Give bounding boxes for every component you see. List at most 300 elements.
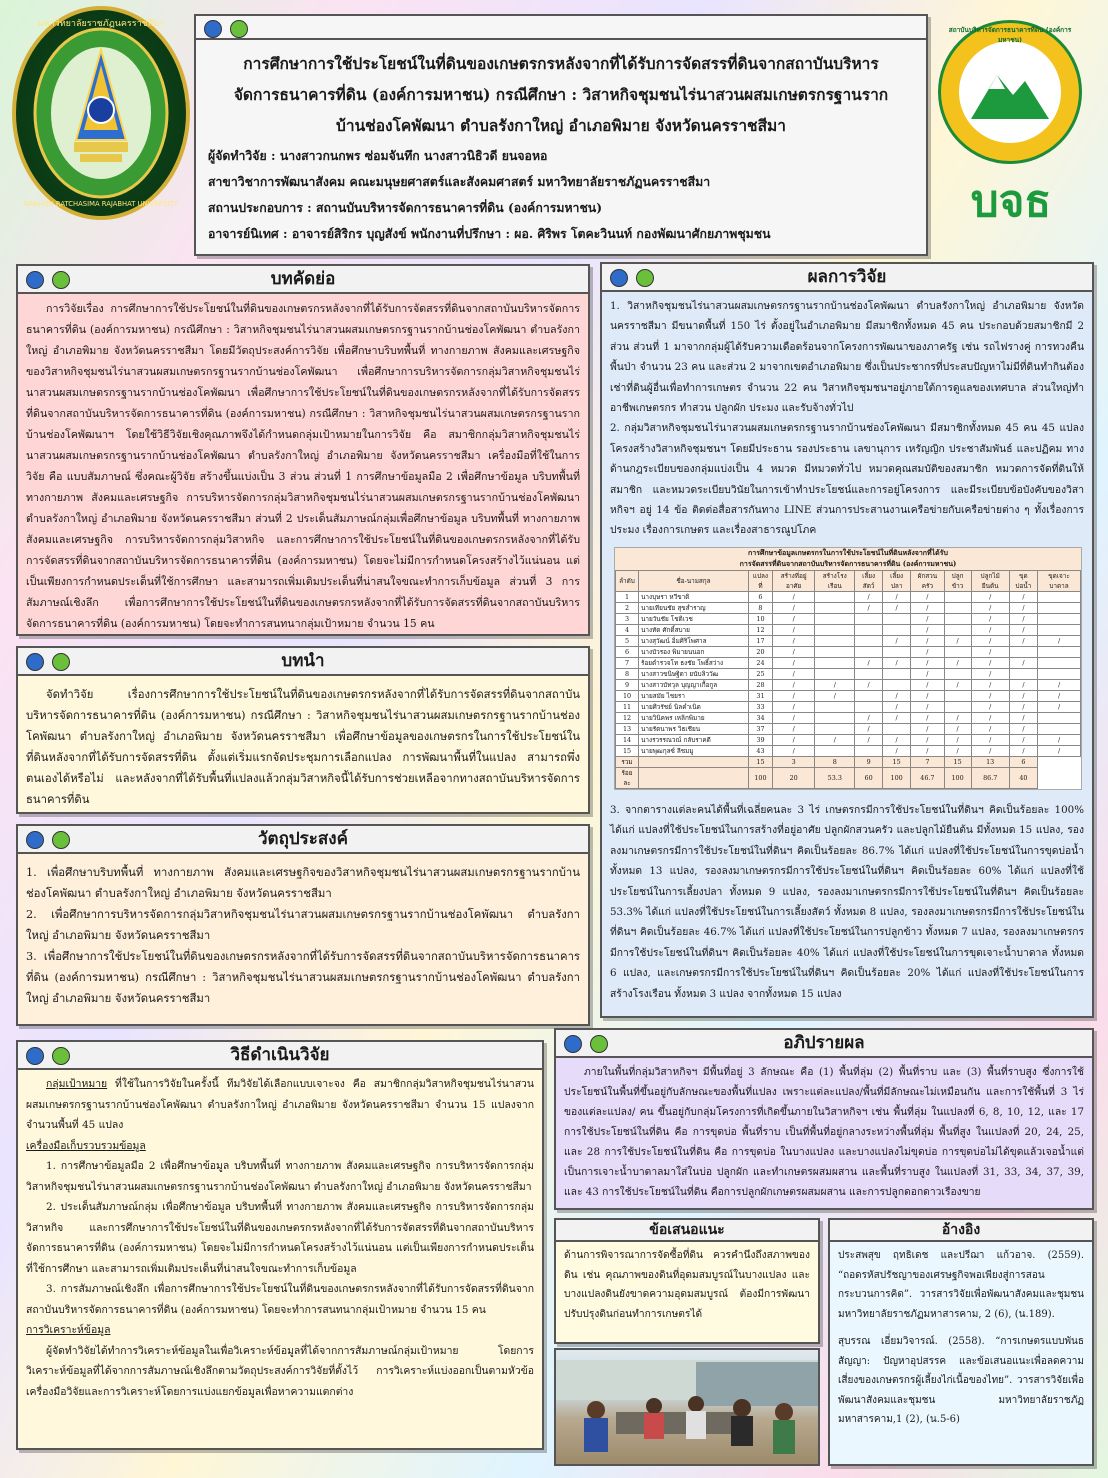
table-cell: 43 [749,745,773,756]
table-cell: / [815,734,855,745]
table-cell [944,624,971,635]
table-cell: / [1009,679,1037,690]
table-cell: / [815,690,855,701]
table-cell: / [772,657,815,668]
target-body: ที่ใช้ในการวิจัยในครั้งนี้ ทีมวิจัยได้เลือกแบบเจาะจง คือ สมาชิกกลุ่มวิสาหกิจชุมชนไร่นาสวนผสมเกษตรกรฐานรากบ้านช่องโคพัฒนา ตำบลรังกาใหญ่ อำเภอพิมาย จังหวัดนครราชสีมา จำนวน 15 แปลงจาก จำนวนพื้นที่ 45 แปลง [26,1078,534,1131]
objectives-list [18,854,588,1013]
table-cell [855,646,883,657]
table-cell: 20 [772,767,815,788]
info-department: สาขาวิชาการพัฒนาสังคม คณะมนุษยศาสตร์และสังคมศาสตร์ มหาวิทยาลัยราชภัฏนครราชสีมา [208,174,711,189]
objectives-header [18,826,588,854]
table-cell: 100 [944,767,971,788]
suggestion-section [554,1218,820,1344]
table-cell: / [1009,690,1037,701]
objective-item: 1. เพื่อศึกษาบริบทพื้นที่ ทางกายภาพ สังคมและเศรษฐกิจของวิสาหกิจชุมชนไร่นาสวนผสมเกษตรกรฐานรากบ้านช่องโคพัฒนา ตำบลรังกาใหญ่ อำเภอพิมาย จังหวัดนครราชสีมา [26,866,580,900]
table-cell [1038,624,1081,635]
table-cell [639,756,749,767]
table-row [616,635,1081,646]
table-cell: / [883,745,911,756]
logo-left-top-text: มหาวิทยาลัยราชภัฏนครราชสีมา [37,19,165,29]
table-cell: 5 [616,635,639,646]
table-cell [1038,613,1081,624]
title-line-3: บ้านช่องโคพัฒนา ตำบลรังกาใหญ่ อำเภอพิมาย จังหวัดนครราชสีมา [336,116,786,135]
table-cell [1038,657,1081,668]
table-cell: / [772,745,815,756]
table-cell: / [883,690,911,701]
table-cell [1038,668,1081,679]
field-photo [554,1348,820,1466]
table-cell: / [911,624,945,635]
table-cell: / [971,679,1009,690]
table-cell: นางทัด ศักดิ์สบาย [639,624,749,635]
table-row [616,646,1081,657]
table-cell: นายวันชัย โชติเวช [639,613,749,624]
table-header-cell: ชื่อ-นามสกุล [639,570,749,591]
reference-item: ประสพสุข ฤทธิเดช และปรีฌา แก้วอาจ. (2559). “ถอดรหัสปรัชญาของเศรษฐกิจพอเพียงสู่การสอนกระบวนการคิด”. วารสารวิจัยเพื่อพัฒนาสังคมและชุมชน มหาวิทยาลัยราชภัฏมหาสารคาม, 2 (6), (น.189). [838,1250,1084,1320]
suggestion-body: ด้านการพิจารณาการจัดซื้อที่ดิน ควรคำนึงถึงสภาพของดิน เช่น คุณภาพของดินที่อุดมสมบูรณ์ในบางแปลง และบางแปลงดินยังขาดความอุดมสมบูรณ์ ต้องมีการพัฒนาปรับปรุงดินก่อนทำการเกษตรได้ [564,1250,810,1320]
table-cell: / [944,635,971,646]
table-cell: / [772,602,815,613]
table-cell: 24 [749,657,773,668]
table-cell: / [855,734,883,745]
table-cell: รวม [616,756,639,767]
table-cell [855,613,883,624]
dot-green-icon [52,831,70,849]
table-cell: / [911,712,945,723]
table-cell [815,624,855,635]
table-cell [855,624,883,635]
dot-blue-icon [26,271,44,289]
table-cell [944,591,971,602]
table-cell: นายสมัย ไชยรา [639,690,749,701]
table-cell: / [971,690,1009,701]
table-cell: 17 [749,635,773,646]
table-cell: 6 [749,591,773,602]
title-line-1: การศึกษาการใช้ประโยชน์ในที่ดินของเกษตรกรหลังจากที่ได้รับการจัดสรรที่ดินจากสถาบันบริหาร [243,54,879,73]
table-row [616,745,1081,756]
table-cell [1038,712,1081,723]
table-header-cell: แปลงที่ [749,570,773,591]
table-row [616,679,1081,690]
table-cell [944,668,971,679]
table-cell [944,701,971,712]
table-cell: / [971,712,1009,723]
table-header-cell: เลี้ยงปลา [883,570,911,591]
table-row [616,734,1081,745]
table-cell: / [971,723,1009,734]
analysis-heading: การวิเคราะห์ข้อมูล [26,1324,111,1336]
table-cell [855,668,883,679]
dot-blue-icon [564,1035,582,1053]
table-cell: นางบัวรอง พิมายนนอก [639,646,749,657]
table-cell: 3 [616,613,639,624]
table-row [616,668,1081,679]
abstract-body: การวิจัยเรื่อง การศึกษาการใช้ประโยชน์ในที่ดินของเกษตรกรหลังจากที่ได้รับการจัดสรรที่ดินจากสถาบันบริหารจัดการธนาคารที่ดิน (องค์การมหาชน) กรณีศึกษา : วิสาหกิจชุมชนไร่นาสวนผสมเกษตรกรฐานรากบ้านช่องโคพัฒนา ตำบลรังกาใหญ่ อำเภอพิมาย จังหวัดนครราชสีมา โดยมีวัตถุประสงค์การวิจัย เพื่อศึกษาบริบทพื้นที่ ทางกายภาพ สังคมและเศรษฐกิจของวิสาหกิจชุมชนไร่นาสวนผสมเกษตรกรฐานรากบ้านช่องโคพัฒนา เพื่อศึกษาการบริหารจัดการกลุ่มวิสาหกิจชุมชนไร่นาสวนผสมเกษตรกรฐานรากบ้านช่องโคพัฒนา เพื่อศึกษาการใช้ประโยชน์ในที่ดินของเกษตรกรหลังจากที่ได้รับการจัดสรรที่ดินจากสถาบันบริหารจัดการธนาคารที่ดิน (องค์การมหาชน) กรณีศึกษา : วิสาหกิจชุมชนไร่นาสวนผสมเกษตรกรฐานรากบ้านช่องโคพัฒนาฯ โดยใช้วิธีวิจัยเชิงคุณภาพจึงได้กำหนดกลุ่มเป้าหมายในการวิจัย คือ สมาชิกกลุ่มวิสาหกิจชุมชนไร่นาสวนผสมเกษตรกรฐานรากบ้านช่องโคพัฒนา ตำบลรังกาใหญ่ อำเภอพิมาย จังหวัดนครราชสีมา เครื่องมือที่ใช้ในการวิจัย คือ แบบสัมภาษณ์ ซึ่งคณะผู้วิจัย สร้างขึ้นแบ่งเป็น 3 ส่วน ส่วนที่ 1 การศึกษาข้อมูลมือ 2 เพื่อศึกษาข้อมูล บริบทพื้นที่ ทางกายภาพ สังคมและเศรษฐกิจ การบริหารจัดการกลุ่มวิสาหกิจชุมชนไร่นาสวนผสมเกษตรกรฐานรากบ้านช่องโคพัฒนา ตำบลรังกาใหญ่ อำเภอพิมาย จังหวัดนครราชสีมา ส่วนที่ 2 ประเด็นสัมภาษณ์กลุ่มเพื่อศึกษาข้อมูล บริบทพื้นที่ ทางกายภาพ สังคมและเศรษฐกิจ การบริหารจัดการกลุ่มวิสาหกิจ และการศึกษาการใช้ประโยชน์ในที่ดินของเกษตรกรหลังจากที่ได้รับการจัดสรรที่ดินจากสถาบันบริหารจัดการธนาคารที่ดิน (องค์การมหาชน) โดยจะไม่มีการกำหนดโครงสร้างไว้แน่นอน แต่เป็นเพียงการกำหนดประเด็นที่ใช้การศึกษา และสามารถเพิ่มเติมประเด็นที่น่าสนใจขณะทำการเก็บข้อมูล ส่วนที่ 3 การสัมภาษณ์เชิงลึก เพื่อการศึกษาการใช้ประโยชน์ในที่ดินของเกษตรกรหลังจากที่ได้รับการจัดสรรที่ดินจากสถาบันบริหารจัดการธนาคารที่ดิน (องค์การมหาชน) โดยจะทำการสนทนากลุ่มเป้าหมาย จำนวน 15 คน [26,302,580,630]
logo-left-bottom-text: NAKHON RATCHASIMA RAJABHAT UNIVERSITY [24,200,178,208]
table-cell: / [1009,613,1037,624]
table-cell: / [971,668,1009,679]
objective-item: 3. เพื่อศึกษาการใช้ประโยชน์ในที่ดินของเกษตรกรหลังจากที่ได้รับการจัดสรรที่ดินจากสถาบันบริหารจัดการธนาคารที่ดิน (องค์การมหาชน) กรณีศึกษา : วิสาหกิจชุมชนไร่นาสวนผสมเกษตรกรฐานรากบ้านช่องโคพัฒนา ตำบลรังกาใหญ่ อำเภอพิมาย จังหวัดนครราชสีมา [26,950,580,1005]
table-cell: 53.3 [815,767,855,788]
table-cell: / [971,635,1009,646]
table-cell: / [971,613,1009,624]
table-cell: / [911,679,945,690]
land-use-table [614,547,1082,790]
dot-blue-icon [26,653,44,671]
dot-green-icon [52,653,70,671]
table-cell: นายพุฒกุลซ์ ลีชมมู [639,745,749,756]
table-cell: นางบุษรา หวีขาติ [639,591,749,602]
table-cell [815,723,855,734]
table-header-cell: สร้างที่อยู่อาศัย [772,570,815,591]
table-cell [815,646,855,657]
table-header-cell: ปลูกไม้ยืนต้น [971,570,1009,591]
intro-title: บทนำ [281,651,325,671]
table-cell: / [1009,701,1037,712]
table-cell: / [1038,734,1081,745]
page-title [196,48,926,141]
table-cell: / [772,613,815,624]
table-cell: 31 [749,690,773,701]
table-cell: 100 [883,767,911,788]
table-cell: นางสาวขนิษฐิดา ยนับลิววัฒ [639,668,749,679]
methods-title: วิธีดำเนินวิจัย [230,1045,330,1065]
table-header-row [616,570,1081,591]
table-cell: / [883,734,911,745]
table-cell: / [1038,701,1081,712]
table-cell: 12 [749,624,773,635]
table-cell [1038,602,1081,613]
table-header-cell: เลี้ยงสัตว์ [855,570,883,591]
table-cell: / [883,591,911,602]
dot-green-icon [636,269,654,287]
table-cell: / [944,657,971,668]
table-cell [883,613,911,624]
table-cell: / [1009,712,1037,723]
info-authors: ผู้จัดทำวิจัย : นางสาวกนกพร ซ่อมจันทึก นางสาวนิธิวดี ยนจอหอ [208,148,548,163]
table-cell: / [772,734,815,745]
author-info [196,143,926,247]
table-cell: / [772,701,815,712]
table-cell: / [883,602,911,613]
table-cell: / [1038,745,1081,756]
table-cell: นายวินิคพร เหลิกพิมาย [639,712,749,723]
table-cell: / [911,734,945,745]
table-cell: / [911,613,945,624]
objectives-title: วัตถุประสงค์ [258,829,348,849]
abstract-title: บทคัดย่อ [270,269,336,289]
table-cell [855,701,883,712]
table-cell: / [971,591,1009,602]
table-cell: 3 [772,756,815,767]
table-cell: 37 [749,723,773,734]
table-cell: 4 [616,624,639,635]
table-cell [944,613,971,624]
discussion-body: ภายในพื้นที่กลุ่มวิสาหกิจฯ มีพื้นที่อยู่ 3 ลักษณะ คือ (1) พื้นที่ลุ่ม (2) พื้นที่ราบ และ (3) พื้นที่ราบสูง ซึ่งการใช้ประโยชน์ในพื้นที่ขึ้นอยู่กับลักษณะของพื้นที่แปลง เพราะแต่ละแปลง/พื้นที่มีลักษณะไม่เหมือนกัน และการใช้พื้นที่ 3 ไร่ ของแต่ละแปลง/ คน ขึ้นอยู่กับกลุ่มโครงการที่เกิดขึ้นภายในวิสาหกิจฯ เช่น พื้นที่ลุ่ม ในแปลงที่ 6, 8, 10, 12, และ 17 การใช้ประโยชน์ในที่ดิน คือ การขุดบ่อ พื้นที่ราบ เป็นที่พื้นที่อยู่กลางระหว่างพื้นที่ลุ่ม พื้นที่สูง ในแปลงที่ 20, 24, 25, และ 28 การใช้ประโยชน์ในที่ดิน คือ การขุดบ่อ ในบางแปลง และบางแปลงไม่ขุดบ่อ การขุดบ่อไม่ได้ขุดแล้วเจอน้ำแต่เป็นการเจาะน้ำบาดาลมาใส่ในบ่อ ปลูกผัก และทำเกษตรผสมผสาน และพื้นที่ราบสูง ในแปลงที่ 31, 33, 34, 37, 39, และ 43 การใช้ประโยชน์ในที่ดิน คือการปลูกผักเกษตรผสมผสาน และการปลูกดอกดาวเรืองขาย [564,1066,1084,1198]
table-header-cell: สร้างโรงเรือน [815,570,855,591]
table-row [616,712,1081,723]
dot-blue-icon [26,1047,44,1065]
table-cell: / [772,635,815,646]
dot-green-icon [52,271,70,289]
table-cell: ร้อยละ [616,767,639,788]
table-cell: / [944,734,971,745]
table-cell: / [971,624,1009,635]
table-cell: / [971,701,1009,712]
table-cell: / [883,712,911,723]
title-line-2: จัดการธนาคารที่ดิน (องค์การมหาชน) กรณีศึกษา : วิสาหกิจชุมชนไร่นาสวนผสมเกษตรกรฐานราก [233,85,889,104]
table-cell: 12 [616,712,639,723]
title-panel [194,14,928,256]
table-cell: 15 [944,756,971,767]
dot-blue-icon [610,269,628,287]
table-cell: 6 [616,646,639,657]
table-row [616,701,1081,712]
suggestion-title: ข้อเสนอแนะ [649,1222,725,1238]
methods-header [18,1042,542,1070]
table-row [616,591,1081,602]
table-cell: 33 [749,701,773,712]
table-row [616,624,1081,635]
table-cell [815,635,855,646]
table-cell: นางสุวัฒน์ อิ่มศิริโพศาล [639,635,749,646]
table-cell: / [971,745,1009,756]
table-cell: นางสาวบัทวุล บุญญาเกื้อกูล [639,679,749,690]
dot-green-icon [52,1047,70,1065]
table-cell: / [971,602,1009,613]
table-row [616,756,1081,767]
lbdi-wordmark: บจธ [970,176,1052,227]
table-cell: / [1009,624,1037,635]
references-list [830,1242,1092,1434]
results-paragraph-3: 3. จากตารางแต่ละคนได้พื้นที่เฉลี่ยคนละ 3 ไร่ เกษตรกรมีการใช้ประโยชน์ในที่ดินฯ คิดเป็นร้อยละ 100% ได้แก่ แปลงที่ใช้ประโยชน์ในการสร้างที่อยู่อาศัย ปลูกผักสวนครัว และปลูกไม้ยืนต้น มีทั้งหมด 15 แปลง, รองลงมาเกษตรกรมีการใช้ประโยชน์ในที่ดินฯ คิดเป็นร้อยละ 86.7% ได้แก่ แปลงที่ใช้ประโยชน์ในการขุดบ่อน้ำ ทั้งหมด 13 แปลง, รองลงมาเกษตรกรมีการใช้ประโยชน์ในที่ดินฯ คิดเป็นร้อยละ 60% ได้แก่ แปลงที่ใช้ประโยชน์ในการเลี้ยงปลา ทั้งหมด 9 แปลง, รองลงมาเกษตรกรมีการใช้ประโยชน์ในที่ดินฯ คิดเป็นร้อยละ 53.3% ได้แก่ แปลงที่ใช้ประโยชน์ในการเลี้ยงสัตว์ ทั้งหมด 8 แปลง, รองลงมาเกษตรกรมีการใช้ประโยชน์ในที่ดินฯ คิดเป็นร้อยละ 46.7% ได้แก่ แปลงที่ใช้ประโยชน์ในการปลูกข้าว ทั้งหมด 7 แปลง, รองลงมาเกษตรกรมีการใช้ประโยชน์ในที่ดินฯ คิดเป็นร้อยละ 40% ได้แก่ แปลงที่ใช้ประโยชน์ในการขุดเจาะน้ำบาดาล ทั้งหมด 6 แปลง, และเกษตรกรมีการใช้ประโยชน์ในที่ดินฯ คิดเป็นร้อยละ 20% ได้แก่ แปลงที่ใช้ประโยชน์ในการสร้างโรงเรือน ทั้งหมด 3 แปลง จากทั้งหมด 15 แปลง [610,803,1084,1000]
target-heading: กลุ่มเป้าหมาย [46,1078,108,1090]
table-cell: นางรวรรณวณ์ กลับราคดี [639,734,749,745]
reference-item: สุบรรณ เอี่ยมวิจารณ์. (2558). “การเกษตรแบบพันธสัญญา: ปัญหาอุปสรรค และข้อเสนอแนะเพื่อลดความเสี่ยงของเกษตรกรผู้เลี้ยงไก่เนื้อของไทย”. วารสารวิจัยเพื่อพัฒนาสังคมและชุมชน มหาวิทยาลัยราชภัฏมหาสารคาม,1 (2), (น.5-6) [838,1336,1084,1425]
table-cell: นายรัตนาพร วิธเชียน [639,723,749,734]
table-header-cell: ลำดับ [616,570,639,591]
table-cell: 39 [749,734,773,745]
table-cell [639,767,749,788]
table-cell: 10 [616,690,639,701]
table-row [616,602,1081,613]
table-cell: 14 [616,734,639,745]
table-cell: 6 [1009,756,1037,767]
methods-section [16,1040,544,1450]
objectives-section [16,824,590,1026]
table-cell: / [971,734,1009,745]
table-cell: 13 [616,723,639,734]
table-cell [815,657,855,668]
intro-section [16,646,590,814]
intro-header [18,648,588,676]
table-cell: / [883,635,911,646]
methods-body [18,1070,542,1406]
table-cell: 86.7 [971,767,1009,788]
table-cell: 8 [815,756,855,767]
table-cell: / [772,712,815,723]
table-cell [883,679,911,690]
table-cell: ร้อยตำรวจโท ธงชัย โพธิ์สว่าง [639,657,749,668]
table-cell [815,613,855,624]
table-cell: 7 [616,657,639,668]
tools-heading: เครื่องมือเก็บรวบรวมข้อมูล [26,1139,146,1152]
table-cell: / [911,646,945,657]
dot-blue-icon [26,831,44,849]
table-cell [1009,668,1037,679]
table-cell [815,591,855,602]
table-cell: / [772,668,815,679]
table-cell: / [772,690,815,701]
table-row [616,657,1081,668]
table-cell: / [1009,745,1037,756]
dot-green-icon [590,1035,608,1053]
table-cell: 10 [749,613,773,624]
table-cell: / [911,591,945,602]
discussion-header [556,1030,1092,1058]
table-cell: 9 [616,679,639,690]
table-cell [815,712,855,723]
info-workplace: สถานประกอบการ : สถานบันบริหารจัดการธนาคารที่ดิน (องค์การมหาชน) [208,200,603,215]
table-title-1: การศึกษาข้อมูลเกษตรกรในการใช้ประโยชน์ในที่ดินหลังจากที่ได้รับ [615,548,1081,559]
table-cell [815,745,855,756]
table-cell [883,624,911,635]
table-cell: 8 [616,668,639,679]
table-cell: / [815,679,855,690]
results-header [602,264,1092,292]
table-cell: 13 [971,756,1009,767]
tool-item: 1. การศึกษาข้อมูลมือ 2 เพื่อศึกษาข้อมูล บริบทพื้นที่ ทางกายภาพ สังคมและเศรษฐกิจ การบริหารจัดการกลุ่มวิสาหกิจชุมชนไร่นาสวนผสมเกษตรกรฐานรากบ้านช่องโคพัฒนา ตำบลรังกาใหญ่ อำเภอพิมาย จังหวัดนครราชสีมา [26,1160,534,1193]
analysis-body: ผู้จัดทำวิจัยได้ทำการวิเคราะห์ข้อมูลในเพื่อวิเคราะห์ข้อมูลที่ได้จากการสัมภาษณ์กลุ่มเป้าหมาย โดยการวิเคราะห์ข้อมูลที่ได้จากการสัมภาษณ์เชิงลึกตามวัตถุประสงค์การวิจัยที่ตั้งไว้ การวิเคราะห์แบ่งออกเป็นตามหัวข้อเครื่องมือวิจัยและการวิเคราะห์โดยการแบ่งแยกข้อมูลเพื่อหาความแตกต่าง [26,1344,534,1398]
table-cell: / [911,723,945,734]
table-cell [883,646,911,657]
table-cell: / [883,701,911,712]
results-title: ผลการวิจัย [807,267,887,287]
table-cell: 28 [749,679,773,690]
tool-item: 2. ประเด็นสัมภาษณ์กลุ่ม เพื่อศึกษาข้อมูล บริบทพื้นที่ ทางกายภาพ สังคมและเศรษฐกิจ การบริหารจัดการกลุ่มวิสาหกิจ และการศึกษาการใช้ประโยชน์ในที่ดินของเกษตรกรหลังจากที่ได้รับการจัดสรรที่ดินจากสถาบันบริหารจัดการธนาคารที่ดิน (องค์การมหาชน) โดยจะไม่มีการกำหนดโครงสร้างไว้แน่นอน แต่เป็นเพียงการกำหนดประเด็นที่ใช้การศึกษา และสามารถเพิ่มเติมประเด็นที่น่าสนใจขณะทำการเก็บข้อมูล [26,1201,534,1275]
table-cell [815,668,855,679]
table-cell: 46.7 [911,767,945,788]
discussion-section [554,1028,1094,1210]
table-row [616,690,1081,701]
table-cell: 7 [911,756,945,767]
table-header-cell: ขุดเจาะบาดาล [1038,570,1081,591]
table-cell: / [1009,657,1037,668]
table-cell: / [883,657,911,668]
table-cell [944,646,971,657]
table-cell: / [772,646,815,657]
table-cell: 8 [749,602,773,613]
table-cell: / [944,723,971,734]
table-cell: 11 [616,701,639,712]
logo-right-ring-text: สถาบันบริหารจัดการธนาคารที่ดิน (องค์การมหาชน) [948,26,1072,44]
references-section [828,1218,1094,1466]
university-logo [12,6,190,220]
table-cell: / [1009,635,1037,646]
table-cell: / [944,679,971,690]
table-cell: นายเทียนชัย สุขสำราญ [639,602,749,613]
table-row [616,767,1081,788]
results-section [600,262,1094,1018]
table-cell: 15 [749,756,773,767]
table-cell: / [1038,679,1081,690]
lbdi-logo [938,20,1082,164]
results-body [602,292,1092,545]
info-advisors: อาจารย์นิเทศ : อาจารย์สิริกร บุญสังข์ พนักงานที่ปรึกษา : ผอ. ศิริพร โตคะวินนท์ กองพัฒนาศักยภาพชุมชน [208,226,771,241]
table-cell: / [855,657,883,668]
table-cell: / [772,624,815,635]
table-cell: 40 [1009,767,1037,788]
table-cell [855,635,883,646]
table-header-cell: ผักสวนครัว [911,570,945,591]
table-cell: 25 [749,668,773,679]
table-header-cell: ขุดบ่อน้ำ [1009,570,1037,591]
table-cell: / [855,723,883,734]
table-row [616,613,1081,624]
discussion-title: อภิปรายผล [783,1033,865,1053]
results-paragraph-1: 1. วิสาหกิจชุมชนไร่นาสวนผสมเกษตรกรฐานรากบ้านช่องโคพัฒนา ตำบลรังกาใหญ่ อำเภอพิมาย จังหวัดนครราชสีมา มีขนาดพื้นที่ 150 ไร่ ตั้งอยู่ในอำเภอพิมาย มีสมาชิกทั้งหมด 45 คน ประกอบด้วยสมาชิกมี 2 ส่วน ส่วนที่ 1 มาจากกลุ่มผู้ได้รับความเดือดร้อนจากโครงการพัฒนาของภาครัฐ เช่น รถไฟรางคู่ การทวงคืนพื้นป่า จำนวน 23 คน และส่วน 2 มาจากเขตอำเภอพิมาย ซึ่งเป็นประชากรที่ประสบปัญหาไม่มีที่ดินทำกินต้องเช่าที่ดินผู้อื่นเพื่อทำการเกษตร จำนวน 22 คน วิสาหกิจชุมชนฯอยู่ภายใต้การดูแลของเทศบาล ส่วนใหญ่ทำอาชีพเกษตรกร ทำสวน ปลูกผัก ประมง และรับจ้างทั่วไป [610,300,1084,415]
table-cell: / [911,745,945,756]
table-cell [1038,646,1081,657]
abstract-header [18,266,588,294]
table-cell: / [1009,734,1037,745]
intro-body: จัดทำวิจัย เรื่องการศึกษาการใช้ประโยชน์ในที่ดินของเกษตรกรหลังจากที่ได้รับการจัดสรรที่ดินจากสถาบันบริหารจัดการธนาคารที่ดิน (องค์การมหาชน) กรณีศึกษา : วิสาหกิจชุมชนไร่นาสวนผสมเกษตรกรฐานรากบ้านช่องโคพัฒนา ตำบลรังกาใหญ่ อำเภอพิมาย จังหวัดนครราชสีมา เพื่อศึกษาข้อมูลของเกษตรกรในการใช้ประโยชน์ในที่ดินหลังจากที่ได้รับการจัดสรรที่ดิน ตั้งแต่เริ่มแรกจัดประชุมการเลือกแปลง การพัฒนาพื้นที่ในแปลง สามารถพึ่งตนเองได้หรือไม่ และหลังจากที่ได้รับพื้นที่แปลงแล้วกลุ่มวิสาหกิจนี้ได้รับการช่วยเหลือจากทางสถาบันบริหารจัดการธนาคารที่ดิน [26,688,580,806]
table-cell: / [911,690,945,701]
table-cell: / [772,723,815,734]
table-cell: / [1009,591,1037,602]
table-cell: / [772,591,815,602]
table-cell: / [1009,602,1037,613]
table-cell [1009,646,1037,657]
table-cell: / [971,657,1009,668]
table-cell: / [1038,690,1081,701]
table-cell: / [944,712,971,723]
land-use-grid [615,570,1081,789]
table-cell: 60 [855,767,883,788]
table-cell: / [911,657,945,668]
table-cell: / [1038,635,1081,646]
table-cell: / [855,712,883,723]
table-cell [944,602,971,613]
table-title-2: การจัดสรรที่ดินจากสถาบันบริหารจัดการธนาคารที่ดิน (องค์การมหาชน) [615,559,1081,570]
table-cell [855,690,883,701]
table-cell: 1 [616,591,639,602]
table-cell: / [971,646,1009,657]
table-cell: / [911,635,945,646]
table-cell [1038,723,1081,734]
table-cell [883,723,911,734]
table-cell: 15 [616,745,639,756]
references-title: อ้างอิง [941,1222,981,1238]
references-header [830,1220,1092,1242]
dot-green-icon [230,20,248,38]
table-cell: / [911,602,945,613]
table-cell [1038,591,1081,602]
table-cell: 100 [749,767,773,788]
table-row [616,723,1081,734]
table-cell: / [911,701,945,712]
abstract-section [16,264,590,636]
table-body [616,591,1081,788]
table-cell: / [855,591,883,602]
table-cell: 15 [883,756,911,767]
table-cell [883,668,911,679]
table-cell: / [855,679,883,690]
table-cell: / [855,602,883,613]
suggestion-header [556,1220,818,1242]
table-cell [815,701,855,712]
table-cell [815,602,855,613]
